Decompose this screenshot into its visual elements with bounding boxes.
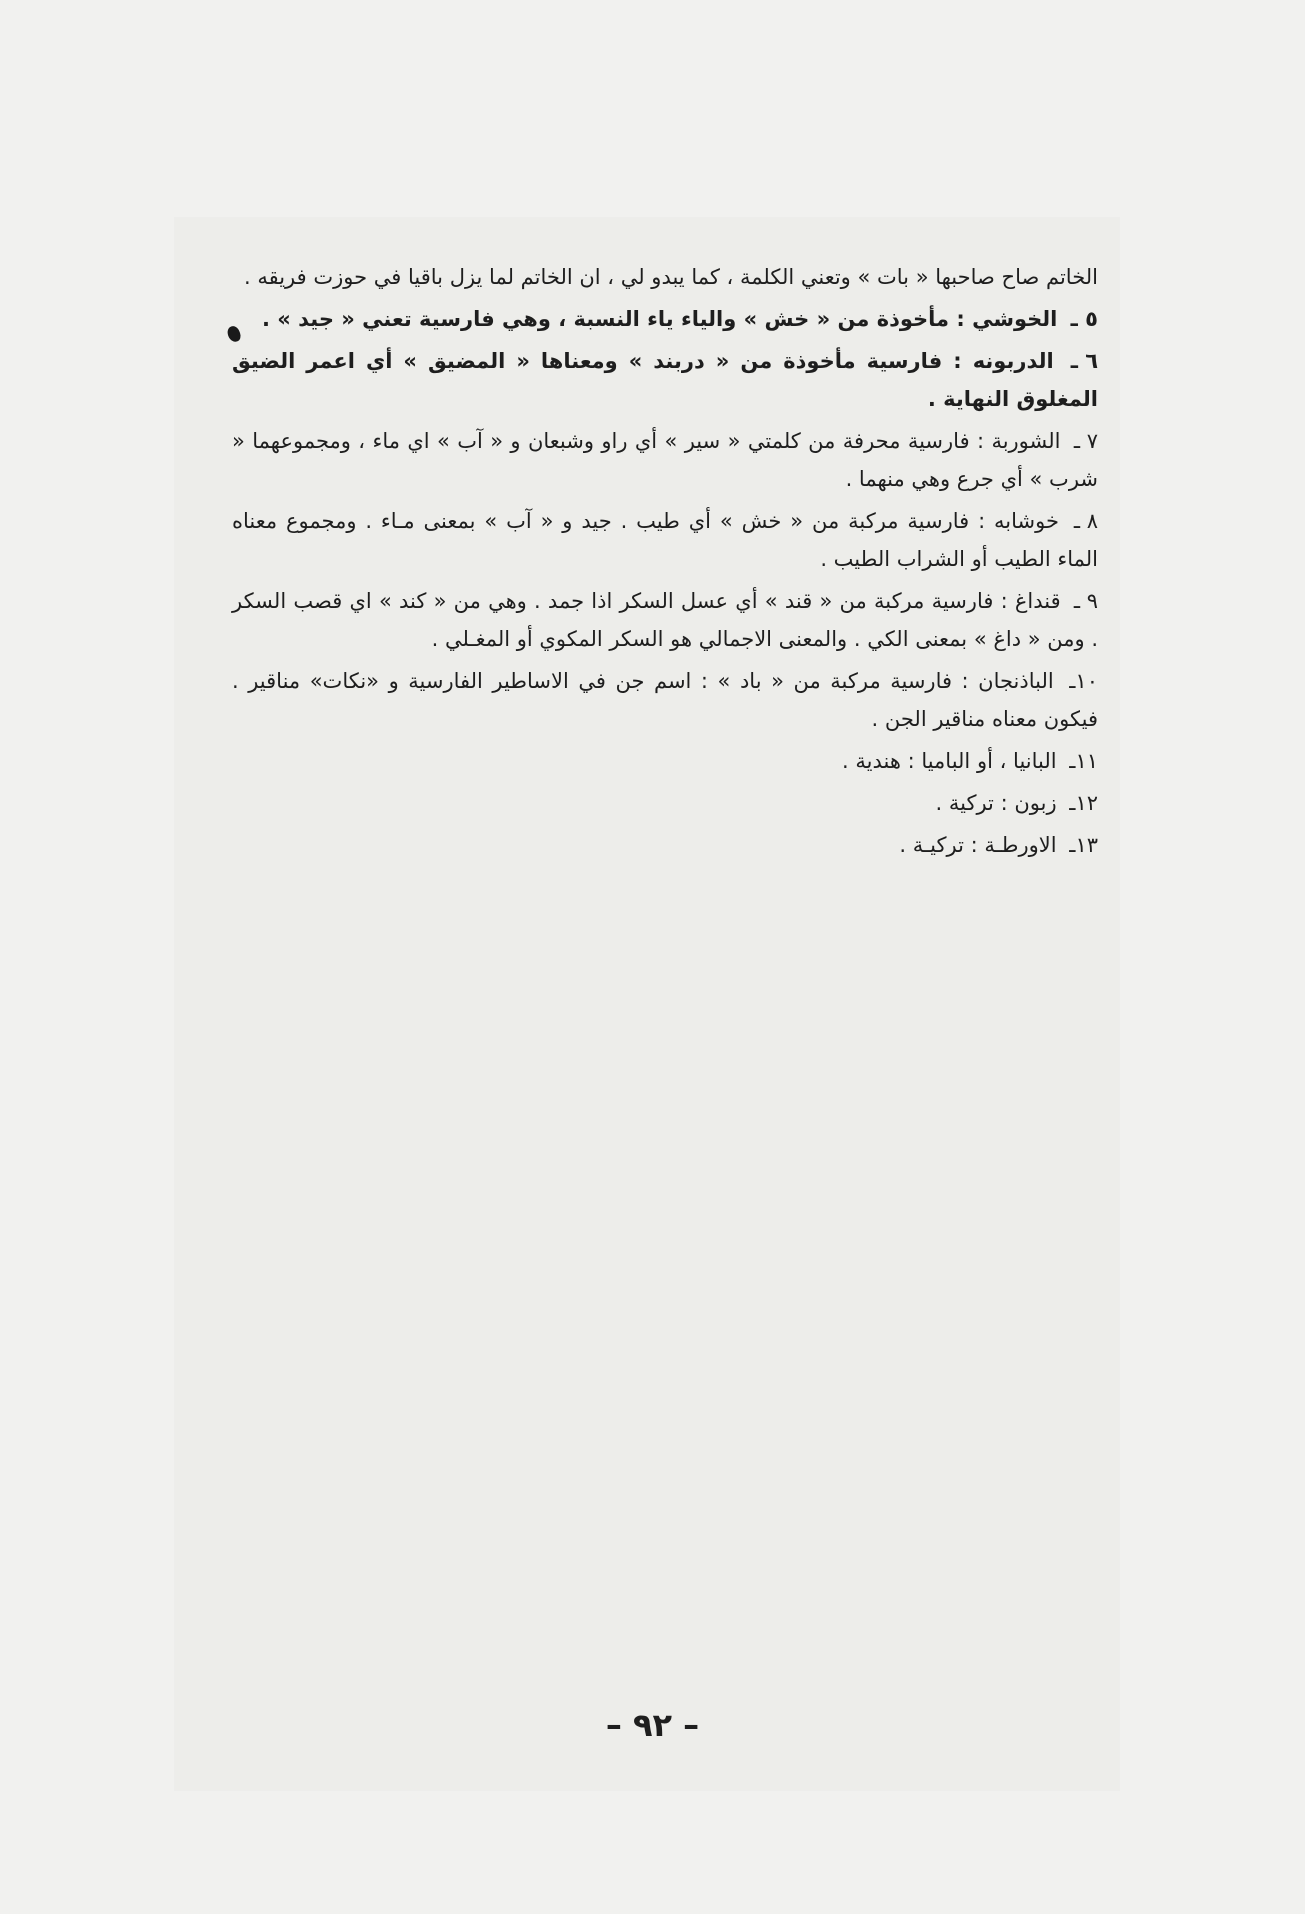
item-text: الدربونه : فارسية مأخوذة من « دربند » ومعناها « المضيق » أي اعمر الضيق المغلوق النهاية . [232, 349, 1098, 411]
item-number: ٦ ـ [1070, 349, 1099, 373]
item-text: الخوشي : مأخوذة من « خش » والياء ياء النسبة ، وهي فارسية تعني « جيد » . [261, 307, 1058, 331]
item-text: الشوربة : فارسية محرفة من كلمتي « سير » أي راو وشبعان و « آب » اي ماء ، ومجموعهما « شرب » أي جرع وهي منهما . [232, 429, 1098, 491]
item-number: ١٢ـ [1069, 791, 1098, 815]
item-number: ١١ـ [1069, 749, 1098, 773]
item-number: ٨ ـ [1073, 509, 1098, 533]
list-item-11 [232, 742, 1098, 780]
item-text: الاورطـة : تركيـة . [899, 833, 1057, 857]
item-number: ١٣ـ [1069, 833, 1098, 857]
list-item-10 [232, 662, 1098, 738]
page-number: – ٩٢ – [605, 1706, 700, 1744]
paragraph-text: الخاتم صاح صاحبها « بات » وتعني الكلمة ، كما يبدو لي ، ان الخاتم لما يزل باقيا في حوزت فريقه . [243, 265, 1098, 289]
list-item-8 [232, 502, 1098, 578]
list-item-5 [232, 300, 1098, 338]
item-number: ٩ ـ [1073, 589, 1098, 613]
list-item-7 [232, 422, 1098, 498]
paragraph-continuation [232, 258, 1098, 296]
list-item-12 [232, 784, 1098, 822]
item-text: خوشابه : فارسية مركبة من « خش » أي طيب . جيد و « آب » بمعنى مـاء . ومجموع معناه الماء الطيب أو الشراب الطيب . [232, 509, 1098, 571]
list-item-13 [232, 826, 1098, 864]
list-item-6 [232, 342, 1098, 418]
item-text: زبون : تركية . [935, 791, 1057, 815]
item-number: ٧ ـ [1073, 429, 1098, 453]
list-item-9 [232, 582, 1098, 658]
item-text: الباذنجان : فارسية مركبة من « باد » : اسم جن في الاساطير الفارسية و «نكات» مناقير . فيكون معناه مناقير الجن . [232, 669, 1098, 731]
item-text: قنداغ : فارسية مركبة من « قند » أي عسل السكر اذا جمد . وهي من « كند » اي قصب السكر . ومن « داغ » بمعنى الكي . والمعنى الاجمالي هو السكر المكوي أو المغـلي . [232, 589, 1098, 651]
document-body [232, 258, 1098, 868]
item-number: ٥ ـ [1070, 307, 1098, 331]
item-number: ١٠ـ [1069, 669, 1098, 693]
item-text: البانيا ، أو الباميا : هندية . [842, 749, 1057, 773]
